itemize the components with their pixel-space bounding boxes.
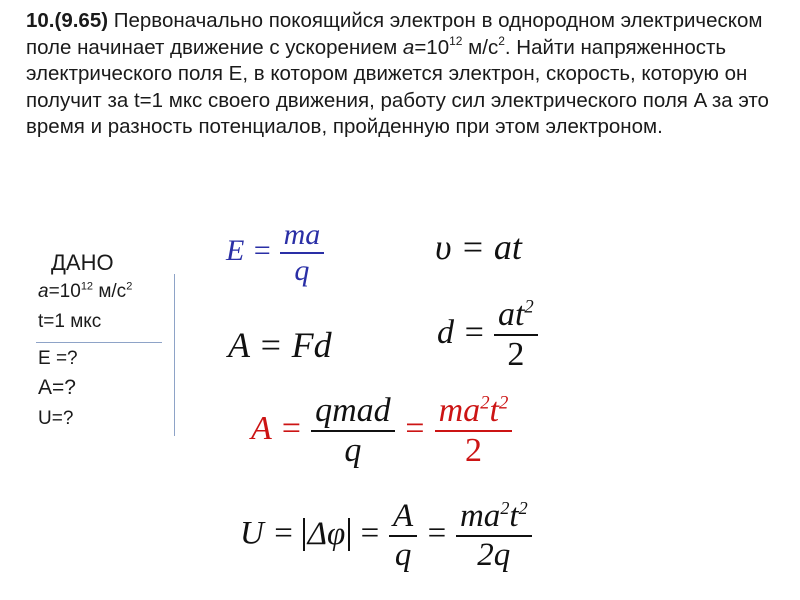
formula-d-num-exp: 2: [524, 296, 534, 318]
formula-velocity: υ = at: [435, 227, 522, 267]
problem-text-3: м/с: [462, 35, 499, 59]
given-accel: [38, 281, 132, 303]
formula-potential-difference: [240, 498, 532, 574]
formula-E-denominator: q: [294, 254, 310, 287]
formula-A-fraction-2: [435, 392, 513, 470]
formula-A-lhs: A =: [251, 409, 303, 447]
problem-text-1: Первоначально покоящийся электрон в однородном электрическом поле начинает движение с ускорением: [26, 9, 763, 59]
given-divider: [36, 342, 162, 343]
formula-U-denominator-2: 2q: [477, 537, 511, 573]
formula-A-equals-2: =: [403, 409, 427, 447]
formula-d-denominator: 2: [507, 336, 525, 373]
formula-U-num2-exp1: 2: [500, 498, 510, 518]
given-time: t=1 мкс: [38, 311, 102, 332]
formula-d-num-text: at: [497, 296, 525, 333]
problem-number: 10.(9.65): [26, 9, 109, 32]
given-title: ДАНО: [51, 250, 114, 275]
formula-work-force: A = Fd: [228, 325, 332, 365]
formula-U-equals-2: =: [425, 515, 448, 552]
formula-work-red: [251, 392, 512, 470]
exponent-2: 2: [498, 33, 505, 48]
formula-E-lhs: E =: [226, 233, 273, 267]
formula-A-fraction-1: [311, 392, 395, 470]
formula-E-numerator: ma: [280, 218, 325, 254]
formula-d-lhs: d =: [437, 313, 486, 351]
formula-U-equals-1: =: [358, 515, 381, 552]
given-accel-symbol: a: [38, 281, 49, 302]
exponent-12: 12: [449, 33, 463, 48]
formula-U-denominator-1: q: [394, 537, 412, 573]
formula-A-numerator-1: qmad: [311, 392, 395, 432]
problem-statement: [26, 8, 786, 141]
formula-field-strength: [226, 218, 324, 288]
formula-U-delta-phi: Δφ: [307, 515, 346, 552]
formula-U-lhs: U =: [240, 515, 295, 552]
given-accel-exp: 12: [80, 280, 94, 293]
formula-U-abs: [303, 515, 351, 552]
formula-U-fraction-1: [389, 498, 417, 574]
formula-U-fraction-2: [456, 498, 532, 574]
find-A: A=?: [38, 376, 76, 399]
formula-A-num2-exp1: 2: [480, 392, 490, 414]
given-accel-unit-exp: 2: [126, 280, 133, 293]
formula-U-num2-b: t: [509, 498, 519, 534]
given-accel-value: =10: [48, 281, 81, 302]
formula-distance: [437, 296, 538, 374]
formula-A-num2-exp2: 2: [498, 392, 509, 414]
formula-d-fraction: [494, 296, 538, 374]
formula-U-num2-a: ma: [459, 498, 501, 534]
formula-U-num2-exp2: 2: [518, 498, 528, 518]
problem-text-2: =10: [414, 35, 450, 59]
formula-U-numerator-2: [456, 498, 532, 537]
formula-A-numerator-2: [435, 392, 513, 432]
given-accel-unit: м/с: [93, 281, 127, 302]
formula-U-numerator-1: A: [389, 498, 417, 537]
formula-A-num2-b: t: [489, 392, 499, 429]
formula-A-denominator-2: 2: [464, 432, 482, 469]
problem-text-4: . Найти напряженность электрического поля E, в котором движется электрон, скорость, которую он получит за t=1 мкс своего движения, работу сил электрического поля A за это время и разность потенциалов, пройденную при этом электроном.: [26, 35, 769, 138]
find-U: U=?: [38, 408, 74, 429]
formula-E-fraction: [280, 218, 325, 288]
formula-A-num2-a: ma: [438, 392, 481, 429]
accel-symbol: a: [402, 35, 415, 59]
formula-d-numerator: [494, 296, 538, 336]
find-E: E =?: [38, 348, 78, 369]
formula-A-denominator-1: q: [344, 432, 362, 469]
given-vertical-divider: [174, 274, 175, 436]
